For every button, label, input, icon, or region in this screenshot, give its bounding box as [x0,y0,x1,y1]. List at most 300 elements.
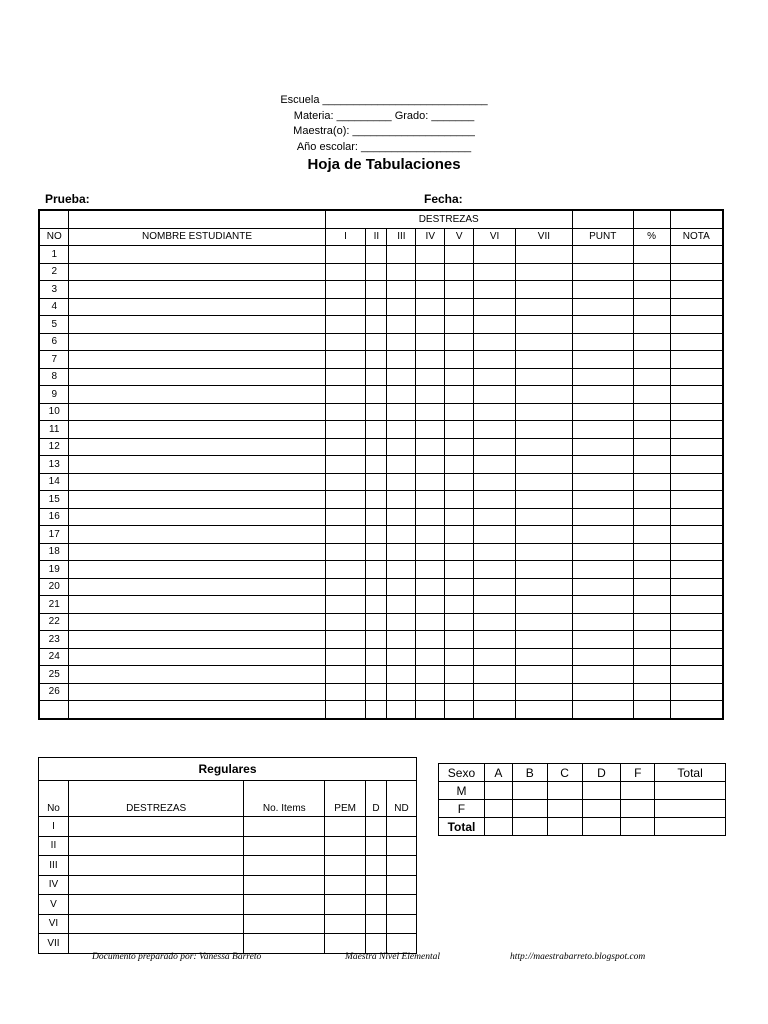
entry-cell[interactable] [366,351,387,369]
entry-cell[interactable] [325,836,366,856]
entry-cell[interactable] [516,316,573,334]
entry-cell[interactable] [633,701,670,719]
entry-cell[interactable] [69,648,325,666]
entry-cell[interactable] [474,281,516,299]
entry-cell[interactable] [387,351,416,369]
entry-cell[interactable] [633,281,670,299]
entry-cell[interactable] [516,648,573,666]
entry-cell[interactable] [325,316,366,334]
entry-cell[interactable] [387,895,417,915]
entry-cell[interactable] [474,421,516,439]
entry-cell[interactable] [387,316,416,334]
entry-cell[interactable] [69,701,325,719]
entry-cell[interactable] [445,508,474,526]
entry-cell[interactable] [670,438,723,456]
entry-cell[interactable] [572,263,633,281]
entry-cell[interactable] [366,333,387,351]
entry-cell[interactable] [572,351,633,369]
entry-cell[interactable] [325,281,366,299]
entry-cell[interactable] [572,333,633,351]
entry-cell[interactable] [445,298,474,316]
entry-cell[interactable] [416,631,445,649]
entry-cell[interactable] [633,666,670,684]
entry-cell[interactable] [474,316,516,334]
entry-cell[interactable] [516,351,573,369]
entry-cell[interactable] [416,578,445,596]
entry-cell[interactable] [516,701,573,719]
entry-cell[interactable] [366,934,387,954]
entry-cell[interactable] [68,914,244,934]
entry-cell[interactable] [366,526,387,544]
entry-cell[interactable] [474,561,516,579]
entry-cell[interactable] [68,817,244,837]
entry-cell[interactable] [633,648,670,666]
entry-cell[interactable] [366,298,387,316]
entry-cell[interactable] [325,438,366,456]
entry-cell[interactable] [244,836,325,856]
entry-cell[interactable] [474,666,516,684]
entry-cell[interactable] [512,782,547,800]
entry-cell[interactable] [572,403,633,421]
entry-cell[interactable] [325,456,366,474]
entry-cell[interactable] [633,491,670,509]
entry-cell[interactable] [387,701,416,719]
entry-cell[interactable] [582,818,621,836]
entry-cell[interactable] [572,316,633,334]
entry-cell[interactable] [325,561,366,579]
entry-cell[interactable] [621,800,655,818]
entry-cell[interactable] [474,508,516,526]
entry-cell[interactable] [69,526,325,544]
entry-cell[interactable] [572,246,633,264]
entry-cell[interactable] [387,856,417,876]
entry-cell[interactable] [366,631,387,649]
entry-cell[interactable] [387,386,416,404]
entry-cell[interactable] [244,817,325,837]
entry-cell[interactable] [69,403,325,421]
entry-cell[interactable] [547,800,582,818]
entry-cell[interactable] [572,631,633,649]
entry-cell[interactable] [366,578,387,596]
entry-cell[interactable] [633,333,670,351]
entry-cell[interactable] [516,281,573,299]
entry-cell[interactable] [474,578,516,596]
entry-cell[interactable] [325,875,366,895]
entry-cell[interactable] [621,818,655,836]
entry-cell[interactable] [416,298,445,316]
entry-cell[interactable] [416,438,445,456]
entry-cell[interactable] [633,246,670,264]
entry-cell[interactable] [633,596,670,614]
entry-cell[interactable] [69,596,325,614]
entry-cell[interactable] [445,456,474,474]
entry-cell[interactable] [572,666,633,684]
entry-cell[interactable] [366,914,387,934]
entry-cell[interactable] [366,456,387,474]
entry-cell[interactable] [387,526,416,544]
entry-cell[interactable] [69,491,325,509]
entry-cell[interactable] [69,631,325,649]
entry-cell[interactable] [474,473,516,491]
entry-cell[interactable] [325,246,366,264]
entry-cell[interactable] [387,543,416,561]
entry-cell[interactable] [474,263,516,281]
entry-cell[interactable] [68,875,244,895]
entry-cell[interactable] [512,800,547,818]
entry-cell[interactable] [325,613,366,631]
entry-cell[interactable] [445,386,474,404]
entry-cell[interactable] [325,895,366,915]
entry-cell[interactable] [516,403,573,421]
entry-cell[interactable] [516,438,573,456]
entry-cell[interactable] [416,386,445,404]
entry-cell[interactable] [416,263,445,281]
entry-cell[interactable] [670,491,723,509]
entry-cell[interactable] [366,263,387,281]
entry-cell[interactable] [244,875,325,895]
entry-cell[interactable] [474,683,516,701]
entry-cell[interactable] [621,782,655,800]
entry-cell[interactable] [474,403,516,421]
entry-cell[interactable] [325,368,366,386]
entry-cell[interactable] [366,666,387,684]
entry-cell[interactable] [416,508,445,526]
entry-cell[interactable] [445,473,474,491]
entry-cell[interactable] [387,578,416,596]
entry-cell[interactable] [325,817,366,837]
entry-cell[interactable] [445,543,474,561]
entry-cell[interactable] [670,666,723,684]
entry-cell[interactable] [633,386,670,404]
entry-cell[interactable] [633,421,670,439]
entry-cell[interactable] [325,333,366,351]
entry-cell[interactable] [516,631,573,649]
entry-cell[interactable] [474,648,516,666]
entry-cell[interactable] [516,596,573,614]
entry-cell[interactable] [68,836,244,856]
entry-cell[interactable] [572,473,633,491]
entry-cell[interactable] [670,456,723,474]
entry-cell[interactable] [366,316,387,334]
entry-cell[interactable] [366,281,387,299]
entry-cell[interactable] [572,701,633,719]
entry-cell[interactable] [445,438,474,456]
entry-cell[interactable] [69,561,325,579]
entry-cell[interactable] [572,281,633,299]
entry-cell[interactable] [670,648,723,666]
entry-cell[interactable] [474,631,516,649]
entry-cell[interactable] [366,543,387,561]
entry-cell[interactable] [325,648,366,666]
entry-cell[interactable] [516,666,573,684]
entry-cell[interactable] [445,403,474,421]
entry-cell[interactable] [474,456,516,474]
entry-cell[interactable] [387,561,416,579]
entry-cell[interactable] [516,333,573,351]
entry-cell[interactable] [244,895,325,915]
entry-cell[interactable] [670,683,723,701]
entry-cell[interactable] [474,701,516,719]
entry-cell[interactable] [633,456,670,474]
entry-cell[interactable] [474,526,516,544]
entry-cell[interactable] [572,491,633,509]
entry-cell[interactable] [416,316,445,334]
entry-cell[interactable] [474,613,516,631]
entry-cell[interactable] [325,298,366,316]
entry-cell[interactable] [69,683,325,701]
entry-cell[interactable] [445,561,474,579]
entry-cell[interactable] [387,613,416,631]
entry-cell[interactable] [69,281,325,299]
entry-cell[interactable] [325,701,366,719]
entry-cell[interactable] [416,666,445,684]
entry-cell[interactable] [445,666,474,684]
entry-cell[interactable] [516,578,573,596]
entry-cell[interactable] [445,368,474,386]
entry-cell[interactable] [325,578,366,596]
entry-cell[interactable] [516,386,573,404]
entry-cell[interactable] [387,403,416,421]
entry-cell[interactable] [416,368,445,386]
entry-cell[interactable] [366,817,387,837]
entry-cell[interactable] [69,666,325,684]
entry-cell[interactable] [325,421,366,439]
entry-cell[interactable] [325,263,366,281]
entry-cell[interactable] [516,473,573,491]
entry-cell[interactable] [633,263,670,281]
entry-cell[interactable] [633,526,670,544]
entry-cell[interactable] [416,561,445,579]
entry-cell[interactable] [670,386,723,404]
entry-cell[interactable] [69,386,325,404]
entry-cell[interactable] [516,508,573,526]
entry-cell[interactable] [366,386,387,404]
entry-cell[interactable] [387,456,416,474]
entry-cell[interactable] [633,298,670,316]
entry-cell[interactable] [670,578,723,596]
entry-cell[interactable] [416,246,445,264]
entry-cell[interactable] [655,782,726,800]
entry-cell[interactable] [366,596,387,614]
entry-cell[interactable] [516,263,573,281]
entry-cell[interactable] [387,683,416,701]
entry-cell[interactable] [416,456,445,474]
entry-cell[interactable] [325,666,366,684]
entry-cell[interactable] [445,683,474,701]
entry-cell[interactable] [484,800,512,818]
entry-cell[interactable] [474,368,516,386]
entry-cell[interactable] [325,403,366,421]
entry-cell[interactable] [445,333,474,351]
entry-cell[interactable] [670,298,723,316]
entry-cell[interactable] [670,351,723,369]
entry-cell[interactable] [244,914,325,934]
entry-cell[interactable] [387,817,417,837]
entry-cell[interactable] [416,421,445,439]
entry-cell[interactable] [445,613,474,631]
entry-cell[interactable] [474,491,516,509]
entry-cell[interactable] [572,298,633,316]
entry-cell[interactable] [387,473,416,491]
entry-cell[interactable] [325,934,366,954]
entry-cell[interactable] [572,596,633,614]
entry-cell[interactable] [366,875,387,895]
entry-cell[interactable] [516,456,573,474]
entry-cell[interactable] [484,782,512,800]
entry-cell[interactable] [69,263,325,281]
entry-cell[interactable] [474,298,516,316]
entry-cell[interactable] [366,856,387,876]
entry-cell[interactable] [416,351,445,369]
entry-cell[interactable] [416,648,445,666]
entry-cell[interactable] [366,473,387,491]
entry-cell[interactable] [516,613,573,631]
entry-cell[interactable] [572,683,633,701]
entry-cell[interactable] [572,543,633,561]
entry-cell[interactable] [655,818,726,836]
entry-cell[interactable] [325,683,366,701]
entry-cell[interactable] [416,333,445,351]
entry-cell[interactable] [366,561,387,579]
entry-cell[interactable] [69,333,325,351]
entry-cell[interactable] [633,368,670,386]
entry-cell[interactable] [366,246,387,264]
entry-cell[interactable] [387,836,417,856]
entry-cell[interactable] [416,596,445,614]
entry-cell[interactable] [633,561,670,579]
entry-cell[interactable] [416,473,445,491]
entry-cell[interactable] [445,281,474,299]
entry-cell[interactable] [516,526,573,544]
entry-cell[interactable] [474,246,516,264]
entry-cell[interactable] [325,526,366,544]
entry-cell[interactable] [387,281,416,299]
entry-cell[interactable] [670,316,723,334]
entry-cell[interactable] [572,456,633,474]
entry-cell[interactable] [325,596,366,614]
entry-cell[interactable] [633,631,670,649]
entry-cell[interactable] [366,368,387,386]
entry-cell[interactable] [416,543,445,561]
entry-cell[interactable] [633,683,670,701]
entry-cell[interactable] [325,543,366,561]
entry-cell[interactable] [670,526,723,544]
entry-cell[interactable] [387,508,416,526]
entry-cell[interactable] [516,543,573,561]
entry-cell[interactable] [670,613,723,631]
entry-cell[interactable] [244,856,325,876]
entry-cell[interactable] [633,438,670,456]
entry-cell[interactable] [670,246,723,264]
entry-cell[interactable] [547,818,582,836]
entry-cell[interactable] [670,596,723,614]
entry-cell[interactable] [516,683,573,701]
entry-cell[interactable] [69,578,325,596]
entry-cell[interactable] [387,421,416,439]
entry-cell[interactable] [547,782,582,800]
entry-cell[interactable] [69,421,325,439]
entry-cell[interactable] [633,578,670,596]
entry-cell[interactable] [633,473,670,491]
entry-cell[interactable] [387,298,416,316]
entry-cell[interactable] [68,934,244,954]
entry-cell[interactable] [416,526,445,544]
entry-cell[interactable] [366,421,387,439]
entry-cell[interactable] [445,491,474,509]
entry-cell[interactable] [366,508,387,526]
entry-cell[interactable] [366,836,387,856]
entry-cell[interactable] [474,333,516,351]
entry-cell[interactable] [445,526,474,544]
entry-cell[interactable] [572,648,633,666]
entry-cell[interactable] [69,316,325,334]
entry-cell[interactable] [516,491,573,509]
entry-cell[interactable] [69,368,325,386]
entry-cell[interactable] [572,578,633,596]
entry-cell[interactable] [633,613,670,631]
entry-cell[interactable] [670,473,723,491]
entry-cell[interactable] [366,438,387,456]
entry-cell[interactable] [670,701,723,719]
entry-cell[interactable] [474,543,516,561]
entry-cell[interactable] [516,561,573,579]
entry-cell[interactable] [69,543,325,561]
entry-cell[interactable] [445,648,474,666]
entry-cell[interactable] [416,491,445,509]
entry-cell[interactable] [484,818,512,836]
entry-cell[interactable] [670,403,723,421]
entry-cell[interactable] [69,351,325,369]
entry-cell[interactable] [474,596,516,614]
entry-cell[interactable] [325,508,366,526]
entry-cell[interactable] [366,613,387,631]
entry-cell[interactable] [670,508,723,526]
entry-cell[interactable] [416,613,445,631]
entry-cell[interactable] [387,596,416,614]
entry-cell[interactable] [474,438,516,456]
entry-cell[interactable] [387,491,416,509]
entry-cell[interactable] [325,386,366,404]
entry-cell[interactable] [387,631,416,649]
entry-cell[interactable] [445,421,474,439]
entry-cell[interactable] [474,351,516,369]
entry-cell[interactable] [366,648,387,666]
entry-cell[interactable] [366,895,387,915]
entry-cell[interactable] [387,246,416,264]
entry-cell[interactable] [445,351,474,369]
entry-cell[interactable] [633,543,670,561]
entry-cell[interactable] [325,914,366,934]
entry-cell[interactable] [572,421,633,439]
entry-cell[interactable] [474,386,516,404]
entry-cell[interactable] [387,914,417,934]
entry-cell[interactable] [387,666,416,684]
entry-cell[interactable] [445,631,474,649]
entry-cell[interactable] [325,631,366,649]
entry-cell[interactable] [416,281,445,299]
entry-cell[interactable] [572,368,633,386]
entry-cell[interactable] [416,701,445,719]
entry-cell[interactable] [445,701,474,719]
entry-cell[interactable] [572,438,633,456]
entry-cell[interactable] [416,683,445,701]
entry-cell[interactable] [633,316,670,334]
entry-cell[interactable] [69,508,325,526]
entry-cell[interactable] [69,438,325,456]
entry-cell[interactable] [445,246,474,264]
entry-cell[interactable] [325,491,366,509]
entry-cell[interactable] [670,421,723,439]
